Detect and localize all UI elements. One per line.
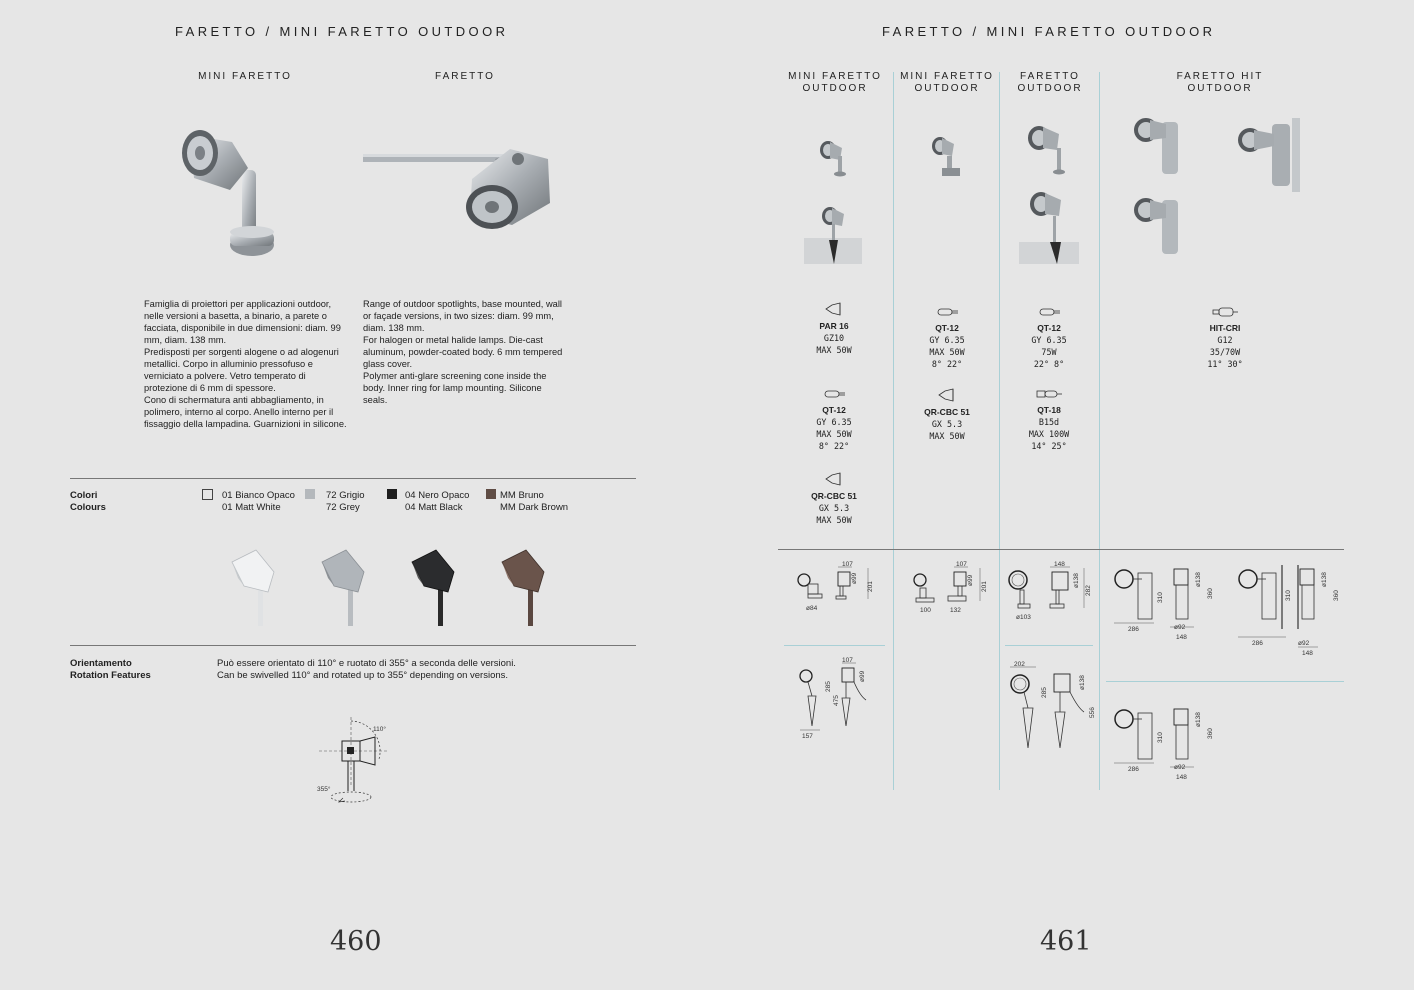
lamp-spec: MAX 50W [929, 431, 965, 441]
lamp-spec: 11° 30° [1207, 359, 1243, 369]
lamp-name: QT-12 [935, 323, 959, 333]
tilt-angle-label: 110° [373, 726, 386, 733]
colour-brown-it: MM Bruno [500, 490, 544, 501]
dimension-label: ø92 [1174, 624, 1186, 631]
lamp-capsule-icon [1211, 306, 1239, 318]
drawing-hit-spike [1108, 703, 1218, 785]
mini-faretto-2-photo [922, 130, 972, 185]
colour-grey [326, 490, 365, 514]
rotation-label [70, 658, 151, 682]
divider [70, 478, 636, 479]
lamp-spec: GY 6.35 [929, 335, 965, 345]
lamp-spec: MAX 50W [816, 345, 852, 355]
lamp-name: QR-CBC 51 [811, 491, 857, 501]
column-header-line2: OUTDOOR [1017, 83, 1083, 94]
faretto-photo [360, 145, 560, 245]
dimension-label: ø99 [859, 670, 866, 682]
rotation-diagram [315, 715, 405, 807]
description-en-para-3: Polymer anti-glare screening cone inside the body. Inner ring for lamp mounting. Silicone seals. [363, 371, 547, 405]
lamp-name: HIT-CRI [1209, 323, 1241, 333]
colour-black-it: 04 Nero Opaco [405, 490, 470, 501]
colour-white-en: 01 Matt White [222, 502, 281, 513]
drawing-hit-wall [1232, 563, 1344, 659]
faretto-spike-thumb [1019, 192, 1079, 264]
dimension-label: ø138 [1321, 572, 1328, 587]
lamp-reflector-icon [824, 472, 844, 486]
column-header-mini-faretto-2 [893, 71, 1001, 95]
colour-grey-it: 72 Grigio [326, 490, 365, 501]
column-header-line1: FARETTO [1020, 71, 1080, 82]
drawing-hit-base [1108, 563, 1218, 645]
dimension-label: 201 [981, 581, 988, 592]
lamp-spec: B15d [1038, 417, 1060, 427]
dimension-label: 286 [1128, 766, 1139, 773]
swatch-brown [486, 489, 496, 499]
dimension-label: 360 [1207, 728, 1214, 739]
swatch-grey [305, 489, 315, 499]
dimension-label: 201 [867, 581, 874, 592]
column-header-line1: FARETTO HIT [1176, 71, 1264, 82]
description-en-para-1: Range of outdoor spotlights, base mounted, wall or façade versions, in two sizes: diam. 99 mm, diam. 138 mm. [363, 299, 562, 333]
left-page-title: FARETTO / MINI FARETTO OUTDOOR [175, 24, 509, 39]
description-italian [144, 298, 348, 430]
dimension-label: 148 [1176, 634, 1187, 641]
description-it-para-2: Predisposti per sorgenti alogene o ad alogenuri metallici. Corpo in alluminio pressofuso e verniciato a polvere. Vetro temperato di protezione di 6 mm di spessore. [144, 347, 339, 393]
column-header-line1: MINI FARETTO [900, 71, 994, 82]
colours-label [70, 490, 106, 514]
lamp-hit-cri [1170, 306, 1280, 370]
description-it-para-3: Cono di schermatura anti abbagliamento, in polimero, interno al corpo. Anello interno per il fissaggio della lampadina. Guarnizioni in silicone. [144, 395, 347, 429]
row-separator [1005, 645, 1093, 646]
lamp-name: QT-12 [822, 405, 846, 415]
description-english [363, 298, 567, 406]
dimension-label: 360 [1207, 588, 1214, 599]
dimension-label: 148 [1302, 650, 1313, 657]
hit-spike-thumb [1134, 198, 1178, 254]
column-header-line2: OUTDOOR [1187, 83, 1253, 94]
column-header-mini-faretto-1 [779, 71, 891, 95]
dimension-label: 310 [1285, 590, 1292, 601]
dimension-label: ø138 [1073, 573, 1080, 588]
dimension-label: ø92 [1298, 640, 1310, 647]
mini-faretto-1-photos [800, 130, 870, 270]
variant-grey [322, 550, 364, 626]
rotation-label-it: Orientamento [70, 658, 132, 669]
lamp-spec: 8° 22° [931, 359, 963, 369]
dimension-label: ø138 [1195, 712, 1202, 727]
lamp-qt12-a [779, 388, 889, 452]
mini-faretto-photo [170, 120, 290, 265]
dimension-label: ø99 [851, 572, 858, 584]
lamp-name: QR-CBC 51 [924, 407, 970, 417]
dimension-label: 285 [825, 681, 832, 692]
lamp-spec: 35/70W [1209, 347, 1241, 357]
dimension-label: 310 [1157, 732, 1164, 743]
lamp-spec: 75W [1041, 347, 1057, 357]
lamp-spec: GZ10 [823, 333, 845, 343]
rotate-angle-label: 355° [317, 786, 331, 793]
lamp-spec: 8° 22° [818, 441, 850, 451]
dimension-label: ø84 [806, 605, 818, 612]
dimension-label: 107 [956, 561, 967, 568]
column-header-faretto [1000, 71, 1100, 95]
lamp-spec: GX 5.3 [818, 503, 850, 513]
variant-white [232, 550, 274, 626]
lamp-spec: GX 5.3 [931, 419, 963, 429]
page-number-left: 460 [330, 926, 382, 957]
colour-brown-en: MM Dark Brown [500, 502, 569, 513]
row-separator [784, 645, 885, 646]
lamp-bayonet-icon [1035, 388, 1063, 400]
dimension-label: 148 [1176, 774, 1187, 781]
colour-white [222, 490, 295, 514]
lamp-par16 [779, 302, 889, 356]
drawing-faretto-base [1004, 558, 1096, 624]
lamp-qrcbc51-a [779, 472, 889, 526]
lamp-qt18 [994, 388, 1104, 452]
colour-brown [500, 490, 568, 514]
lamp-spec: GY 6.35 [1031, 335, 1067, 345]
faretto-hit-photos [1128, 112, 1308, 262]
dimension-label: 202 [1014, 661, 1025, 668]
dimension-label: 107 [842, 561, 853, 568]
lamp-spec: 14° 25° [1031, 441, 1067, 451]
dimension-label: 556 [1089, 707, 1096, 718]
dimension-label: ø138 [1195, 572, 1202, 587]
lamp-capsule-icon [934, 306, 960, 318]
variant-brown [502, 550, 544, 626]
column-header-line1: MINI FARETTO [788, 71, 882, 82]
swatch-black [387, 489, 397, 499]
description-en-para-2: For halogen or metal halide lamps. Die-cast aluminum, powder-coated body. 6 mm tempered glass cover. [363, 335, 563, 369]
row-separator [1106, 681, 1344, 682]
dimension-label: ø138 [1079, 675, 1086, 690]
faretto-base-thumb [1028, 126, 1065, 175]
drawing-mini-faretto-spike [790, 656, 890, 742]
lamp-spec: MAX 50W [816, 515, 852, 525]
lamp-spec: MAX 50W [929, 347, 965, 357]
product-label-faretto: FARETTO [435, 71, 495, 82]
lamp-spec: 22° 8° [1033, 359, 1065, 369]
lamp-qt12-c [994, 306, 1104, 370]
lamp-spec: MAX 100W [1028, 429, 1070, 439]
dimension-label: ø99 [967, 574, 974, 586]
page-number-right: 461 [1040, 926, 1092, 957]
dimension-label: 475 [833, 695, 840, 706]
lamp-spec: GY 6.35 [816, 417, 852, 427]
column-header-faretto-hit [1140, 71, 1300, 95]
variant-black [412, 550, 454, 626]
colour-variant-photos [222, 548, 552, 630]
dimension-label: 310 [1157, 592, 1164, 603]
lamp-capsule-icon [821, 388, 847, 400]
colours-label-it: Colori [70, 490, 98, 501]
lamp-name: QT-12 [1037, 323, 1061, 333]
lamp-qt12-b [892, 306, 1002, 370]
lamp-spec: MAX 50W [816, 429, 852, 439]
hit-wall-thumb [1238, 118, 1300, 192]
colour-black-en: 04 Matt Black [405, 502, 463, 513]
lamp-qrcbc51-b [892, 388, 1002, 442]
product-label-mini-faretto: MINI FARETTO [198, 71, 292, 82]
colour-grey-en: 72 Grey [326, 502, 360, 513]
dimension-label: 132 [950, 607, 961, 614]
rotation-text-it: Può essere orientato di 110° e ruotato di 355° a seconda delle versioni. [217, 658, 516, 669]
divider [70, 645, 636, 646]
column-header-line2: OUTDOOR [914, 83, 980, 94]
dimension-label: 285 [1041, 687, 1048, 698]
right-page-title: FARETTO / MINI FARETTO OUTDOOR [882, 24, 1216, 39]
mini-faretto-base-thumb [820, 141, 846, 177]
divider [778, 549, 1344, 550]
dimension-label: 286 [1128, 626, 1139, 633]
dimension-label: 157 [802, 733, 813, 740]
drawing-mini-faretto-base-1 [790, 558, 890, 620]
lamp-name: QT-18 [1037, 405, 1061, 415]
faretto-photos [1015, 118, 1085, 268]
hit-base-thumb [1134, 118, 1178, 174]
dimension-label: ø92 [1174, 764, 1186, 771]
dimension-label: 100 [920, 607, 931, 614]
mini-faretto-spike-thumb [804, 207, 862, 264]
column-header-line2: OUTDOOR [802, 83, 868, 94]
dimension-label: 107 [842, 657, 853, 664]
drawing-mini-faretto-base-2 [906, 558, 996, 620]
dimension-label: 282 [1085, 585, 1092, 596]
lamp-reflector-icon [824, 302, 844, 316]
rotation-text [217, 658, 516, 682]
colours-label-en: Colours [70, 502, 106, 513]
swatch-white [202, 489, 213, 500]
dimension-label: 148 [1054, 561, 1065, 568]
drawing-faretto-spike [1004, 656, 1098, 754]
rotation-text-en: Can be swivelled 110° and rotated up to 355° depending on versions. [217, 670, 509, 681]
dimension-label: ø103 [1016, 614, 1031, 621]
colour-white-it: 01 Bianco Opaco [222, 490, 295, 501]
dimension-label: 286 [1252, 640, 1263, 647]
lamp-name: PAR 16 [819, 321, 849, 331]
colour-black [405, 490, 469, 514]
rotation-label-en: Rotation Features [70, 670, 151, 681]
lamp-capsule-icon [1036, 306, 1062, 318]
lamp-spec: G12 [1217, 335, 1233, 345]
lamp-reflector-icon [937, 388, 957, 402]
dimension-label: 360 [1333, 590, 1340, 601]
description-it-para-1: Famiglia di proiettori per applicazioni outdoor, nelle versioni a basetta, a binario, a parete o facciata, disponibile in due dimensioni: diam. 99 mm, diam. 138 mm. [144, 299, 341, 345]
